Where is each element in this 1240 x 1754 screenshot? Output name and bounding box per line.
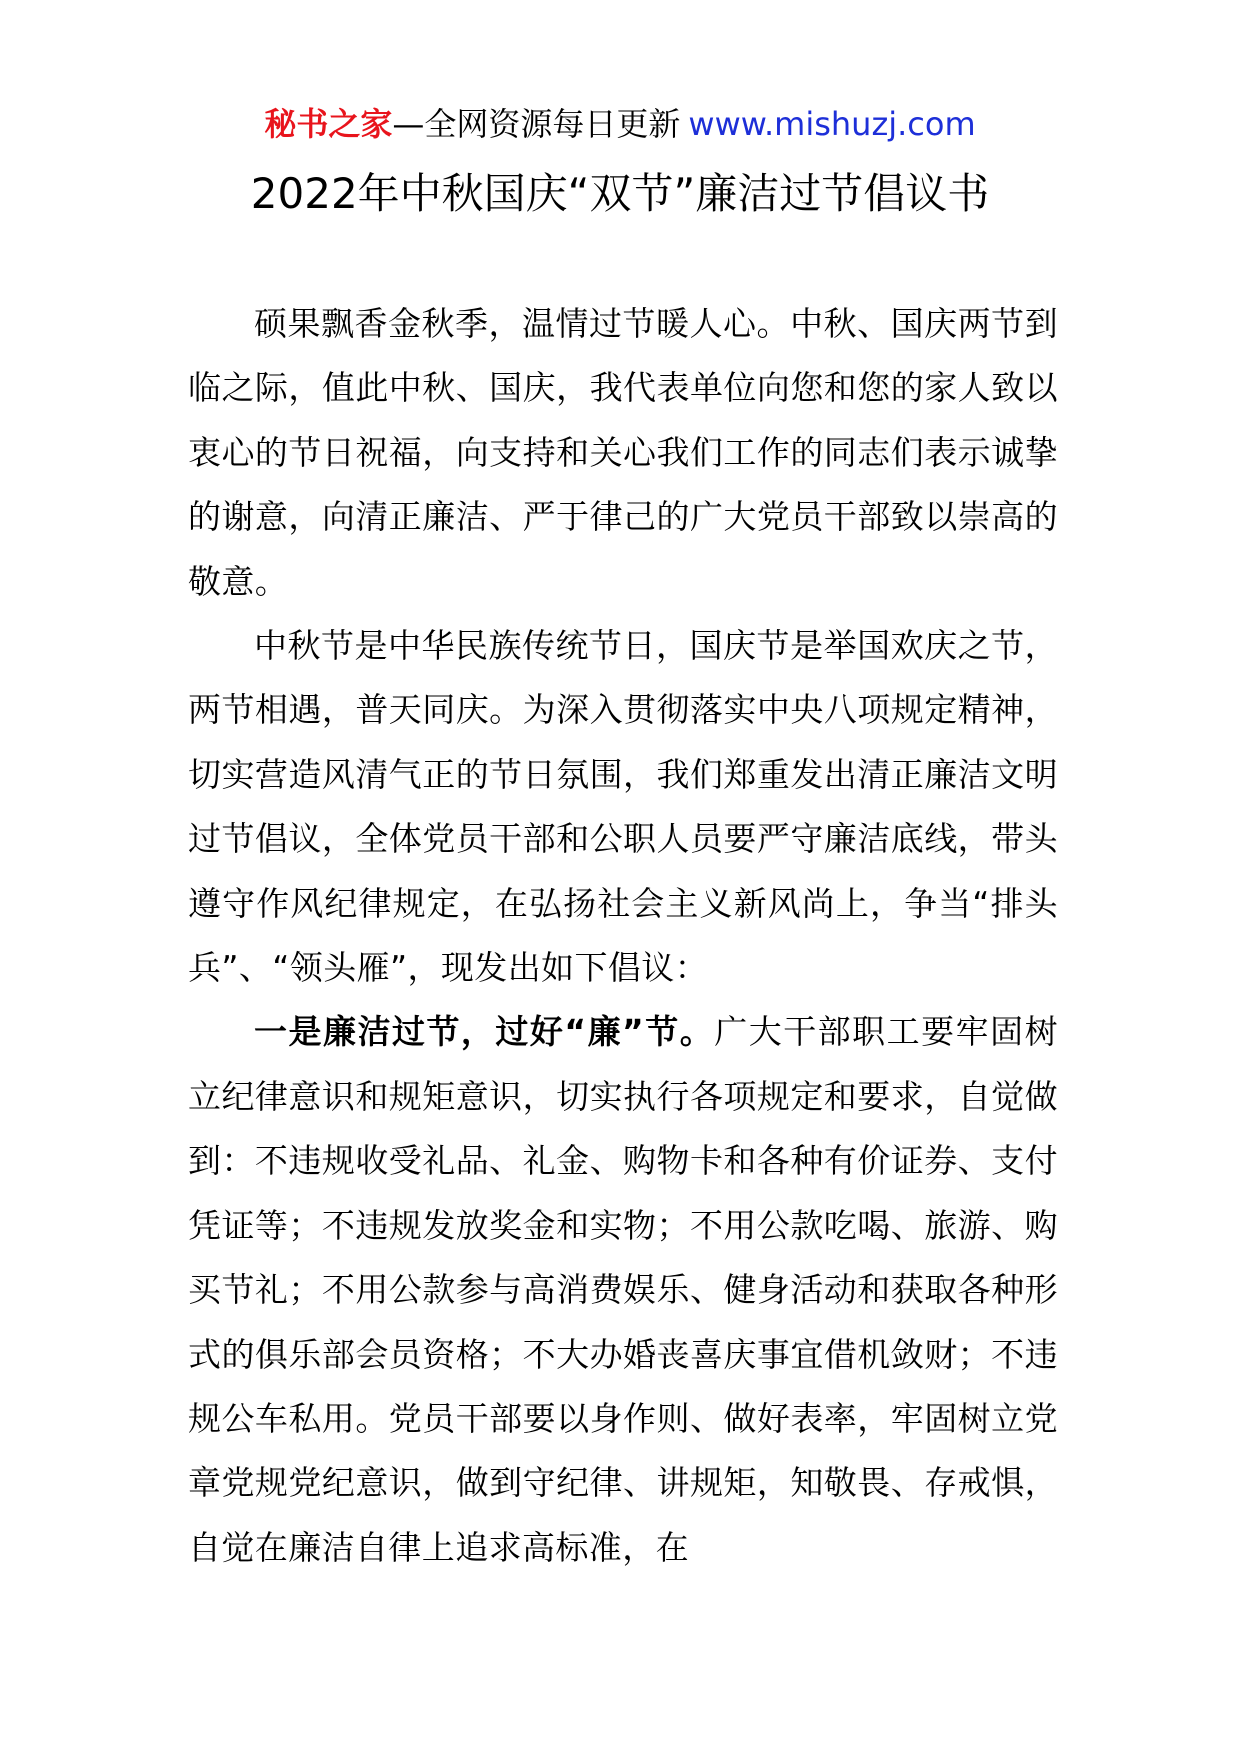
paragraph-text: 广大干部职工要牢固树立纪律意识和规矩意识，切实执行各项规定和要求，自觉做到：不违规收受礼品、礼金、购物卡和各种有价证券、支付凭证等；不违规发放奖金和实物；不用公款吃喝、旅游、购买节礼；不用公款参与高消费娱乐、健身活动和获取各种形式的俱乐部会员资格；不大办婚丧喜庆事宜借机敛财；不违规公车私用。党员干部要以身作则、做好表率，牢固树立党章党规党纪意识，做到守纪律、讲规矩，知敬畏、存戒惧，自觉在廉洁自律上追求高标准，在 [188, 1012, 1059, 1567]
paragraph-item-1 [188, 1000, 1058, 1580]
paragraph-text: 硕果飘香金秋季，温情过节暖人心。中秋、国庆两节到临之际，值此中秋、国庆，我代表单位向您和您的家人致以衷心的节日祝福，向支持和关心我们工作的同志们表示诚挚的谢意，向清正廉洁、严于律己的广大党员干部致以崇高的敬意。 [188, 304, 1058, 601]
paragraph-text: 中秋节是中华民族传统节日，国庆节是举国欢庆之节，两节相遇，普天同庆。为深入贯彻落实中央八项规定精神，切实营造风清气正的节日氛围，我们郑重发出清正廉洁文明过节倡议，全体党员干部和公职人员要严守廉洁底线，带头遵守作风纪律规定，在弘扬社会主义新风尚上，争当“排头兵”、“领头雁”，现发出如下倡议： [188, 626, 1058, 988]
site-slogan: —全网资源每日更新 [392, 105, 681, 143]
paragraph-greeting [188, 292, 1058, 614]
paragraph-lead: 一是廉洁过节，过好“廉”节。 [254, 1012, 715, 1052]
site-header [0, 104, 1240, 144]
document-title: 2022年中秋国庆“双节”廉洁过节倡议书 [250, 169, 990, 218]
paragraph-intro [188, 614, 1058, 1000]
document-body [188, 292, 1058, 1580]
site-url-link[interactable]: www.mishuzj.com [688, 105, 976, 143]
site-brand: 秘书之家 [264, 105, 393, 143]
